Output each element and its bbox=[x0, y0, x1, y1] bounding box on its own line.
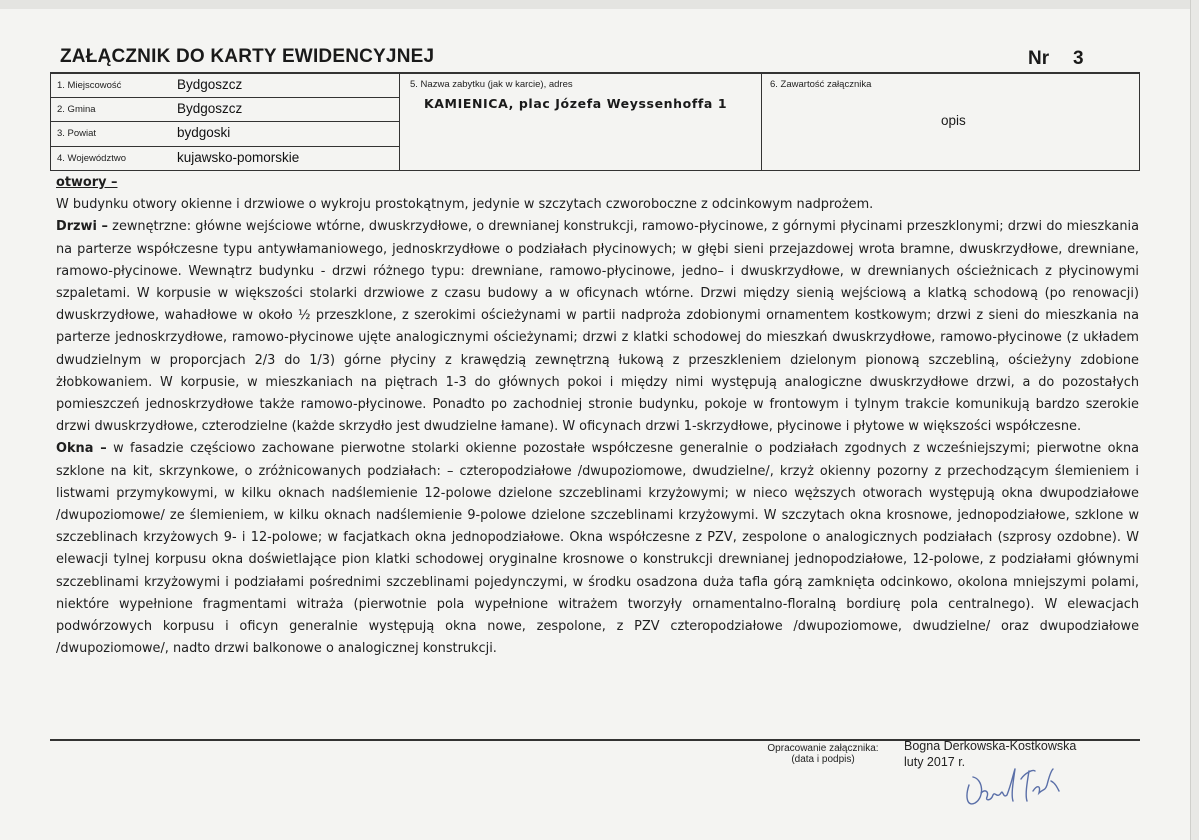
table-top-border bbox=[50, 72, 1140, 74]
table-bottom-border bbox=[50, 170, 1140, 171]
content-label: 6. Zawartość załącznika bbox=[770, 79, 872, 90]
column-divider bbox=[399, 73, 400, 171]
field-value-commune: Bydgoszcz bbox=[177, 101, 243, 116]
row-divider bbox=[50, 121, 399, 122]
windows-text: w fasadzie częściowo zachowane pierwotne stolarki okienne pozostałe współczesne generalnie o podziałach zgodnych z wcześniejszymi; pierwotne okna szklone na kit, skrzynkowe, o zróżnicowanych podziałach: – czteropodziałowe /dwupoziomowe, dwudzielne/, krzyż okienny pozorny z przechodzącym ślemieniem i listwami przymykowymi, w kilku oknach nadślemienie 12-polowe dzielone szczeblinami krzyżowymi; w nieco węższych otworach występują okna dwupodziałowe /dwupoziomowe/ ze ślemieniem, w kilku oknach nadślemienie 9-polowe dzielone szczeblinami krzyżowymi. W szczytach okna krosnowe, jednopodziałowe, szklone w szczeblinach krzyżowych 9- i 12-polowe; w facjatkach okna jednopodziałowe. Okna współczesne z PZV, zespolone o analogicznych podziałach (szprosy ozdobne). W elewacji tylnej korpusu okna doświetlające pion klatki schodowej oryginalne krosnowe o konstrukcji drewnianej jednopodziałowe, 12-polowe, z podziałami głównymi szczeblinami krzyżowymi i podziałami pośrednimi szczeblinami pojedynczymi, w środku osadzona duża tafla górą zamknięta odcinkowo, okolona mniejszymi polami, niektóre wypełnione fragmentami witraża (pierwotnie pola wypełnione witrażem tworzyły ornamentalno-floralną bordiurę pola centralnego). W elewacjach podwórzowych korpusu i oficyn generalnie występują okna nowe, zespolone, z PZV czteropodziałowe /dwupoziomowe, dwudzielne/ oraz dwupodziałowe /dwupoziomowe/, nadto drzwi balkonowe o analogicznej konstrukcji. bbox=[56, 441, 1140, 657]
scan-edge-top bbox=[0, 0, 1199, 9]
footer-date: luty 2017 r. bbox=[904, 755, 966, 769]
windows-label: Okna – bbox=[56, 441, 107, 457]
row-divider bbox=[50, 146, 399, 147]
description-body bbox=[56, 172, 1139, 660]
field-value-locality: Bydgoszcz bbox=[177, 77, 243, 92]
row-divider bbox=[50, 97, 399, 98]
section-heading bbox=[56, 172, 1139, 194]
number-label: Nr bbox=[1028, 48, 1050, 69]
number-value: 3 bbox=[1073, 48, 1084, 69]
column-divider bbox=[761, 73, 762, 171]
footer-label bbox=[764, 743, 882, 765]
field-label-voivodeship: 4. Województwo bbox=[57, 153, 126, 164]
monument-value: KAMIENICA, plac Józefa Weyssenhoffa 1 bbox=[424, 96, 728, 111]
footer-label-line2: (data i podpis) bbox=[791, 754, 855, 765]
doors-text: zewnętrzne: główne wejściowe wtórne, dwuskrzydłowe, o drewnianej konstrukcji, ramowo-płycinowe, z górnymi płycinami przeszklonymi; drzwi do mieszkania na parterze współczesne typu antywłamaniowego, jednoskrzydłowe o podziałach płycinowych; w głębi sieni przejazdowej wrota bramne, dwuskrzydłowe, drewniane, ramowo-płycinowe. Wewnątrz budynku - drzwi różnego typu: drewniane, ramowo-płycinowe, jedno– i dwuskrzydłowe, w drewnianych ościeżnicach z płycinowymi szpaletami. W korpusie w większości stolarki drzwiowe z czasu budowy a w oficynach wtórne. Drzwi między sienią wejściową a klatką schodową (po renowacji) dwuskrzydłowe, wahadłowe w około ½ przeszklone, z szerokimi ościeżynami w partii nadproża zdobionymi ornamentem kostkowym; drzwi z sieni do mieszkania na parterze jednoskrzydłowe, ramowo-płycinowe ujęte analogicznymi ościeżynami; drzwi z klatki schodowej do mieszkań dwuskrzydłowe, ramowo-płycinowe (z układem dwudzielnym w proporcjach 2/3 do 1/3) górne płyciny z krawędzią zewnętrzną łukową z przeszkleniem dzielonym pionową szczebliną, ościeżyny zdobione żłobkowaniem. W korpusie, w mieszkaniach na piętrach 1-3 do głównych pokoi i między nimi występują analogiczne dwuskrzydłowe drzwi, a do pozostałych pomieszczeń jednoskrzydłowe także ramowo-płycinowe. Ponadto po zachodniej stronie budynku, pokoje w frontowym i tylnym trakcie komunikują bardzo szerokie drzwi dwuskrzydłowe, czterodzielne (każde skrzydło jest dwudzielne łamane). W oficynach drzwi 1-skrzydłowe, płycinowe i płytowe w większości współczesne. bbox=[56, 219, 1139, 435]
windows-paragraph bbox=[56, 438, 1139, 660]
footer-author: Bogna Derkowska-Kostkowska bbox=[904, 739, 1077, 753]
content-value: opis bbox=[941, 113, 966, 128]
table-right-border bbox=[1139, 73, 1140, 171]
field-label-county: 3. Powiat bbox=[57, 128, 97, 139]
signature-image bbox=[955, 755, 1065, 815]
footer-label-line1: Opracowanie załącznika: bbox=[767, 743, 879, 754]
table-left-border bbox=[50, 73, 51, 171]
doors-label: Drzwi – bbox=[56, 219, 108, 235]
section-heading-text: otwory – bbox=[56, 175, 118, 190]
document-title: ZAŁĄCZNIK DO KARTY EWIDENCYJNEJ bbox=[60, 46, 435, 67]
field-label-commune: 2. Gmina bbox=[57, 104, 96, 115]
field-value-voivodeship: kujawsko-pomorskie bbox=[177, 150, 300, 165]
field-value-county: bydgoski bbox=[177, 125, 231, 140]
monument-label: 5. Nazwa zabytku (jak w karcie), adres bbox=[410, 79, 573, 90]
intro-paragraph: W budynku otwory okienne i drzwiowe o wykroju prostokątnym, jedynie w szczytach czworoboczne z odcinkowym nadprożem. bbox=[56, 197, 874, 213]
field-label-locality: 1. Miejscowość bbox=[57, 80, 122, 91]
scan-edge-right bbox=[1190, 0, 1199, 840]
doors-paragraph bbox=[56, 216, 1139, 438]
